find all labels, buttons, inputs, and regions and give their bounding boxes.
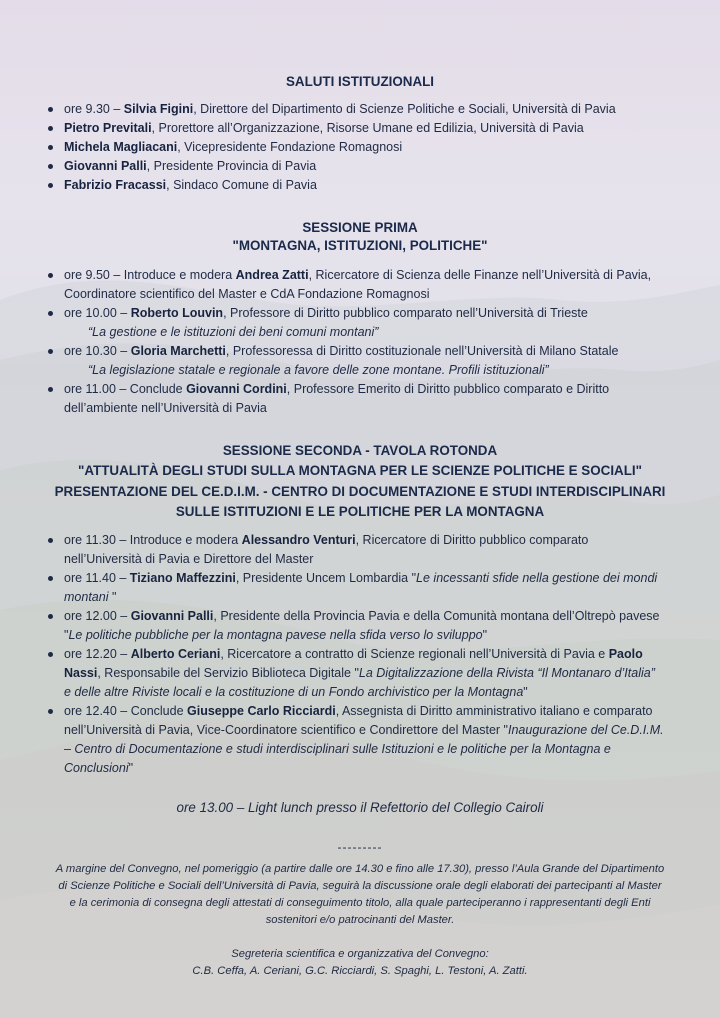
- list-item: ore 12.40 – Conclude Giuseppe Carlo Ricciardi, Assegnista di Diritto amministrativo italiano e comparato nell’Università di Pavia, Vice-Coordinatore scientifico e Condirettore del Master "Inaugurazione del Ce.D.I.M. – Centro di Documentazione e studi interdisciplinari sulle Istituzioni e le politiche per la Montagna e Conclusioni": [40, 702, 665, 778]
- sessione-seconda-heading: SESSIONE SECONDA - TAVOLA ROTONDA: [222, 443, 498, 458]
- list-item: ore 11.40 – Tiziano Maffezzini, Presidente Uncem Lombardia "Le incessanti sfide nella gestione dei mondi montani ": [40, 569, 665, 607]
- list-item: ore 11.30 – Introduce e modera Alessandro Venturi, Ricercatore di Diritto pubblico comparato nell’Università di Pavia e Direttore del Master: [40, 531, 665, 569]
- sessione-seconda-subtitle: "ATTUALITÀ DEGLI STUDI SULLA MONTAGNA PER LE SCIENZE POLITICHE E SOCIALI": [78, 463, 642, 478]
- list-item: Michela Magliacani, Vicepresidente Fondazione Romagnosi: [40, 138, 665, 157]
- list-item: ore 11.00 – Conclude Giovanni Cordini, Professore Emerito di Diritto pubblico comparato e Diritto dell’ambiente nell’Università di Pavia: [40, 380, 665, 418]
- list-item: ore 12.20 – Alberto Ceriani, Ricercatore a contratto di Scienze regionali nell’Università di Pavia e Paolo Nassi, Responsabile del Servizio Biblioteca Digitale "La Digitalizzazione della Rivista “Il Montanaro d’Italia” e delle altre Riviste locali e la costituzione di un Fondo archivistico per la Montagna": [40, 645, 665, 702]
- sessione-prima-heading: SESSIONE PRIMA: [302, 220, 418, 235]
- segreteria-label: Segreteria scientifica e organizzativa del Convegno:: [231, 948, 489, 960]
- list-item: ore 9.50 – Introduce e modera Andrea Zatti, Ricercatore di Scienza delle Finanze nell’Università di Pavia, Coordinatore scientifico del Master e CdA Fondazione Romagnosi: [40, 266, 665, 304]
- segreteria-names: C.B. Ceffa, A. Ceriani, G.C. Ricciardi, S. Spaghi, L. Testoni, A. Zatti.: [192, 965, 528, 977]
- footer-note: A margine del Convegno, nel pomeriggio (a partire dalle ore 14.30 e fino alle 17.30), presso l’Aula Grande del Dipartimento di Scienze Politiche e Sociali dell’Università di Pavia, seguirà la discussione orale degli elaborati dei partecipanti al Master e la cerimonia di consegna degli attestati di conseguimento titolo, alla quale parteciperanno i rappresentanti degli Enti sostenitori e/o patrocinanti del Master.: [55, 863, 665, 926]
- cedim-presentation-heading: PRESENTAZIONE DEL CE.D.I.M. - CENTRO DI DOCUMENTAZIONE E STUDI INTERDISCIPLINARI: [54, 484, 666, 499]
- list-item: ore 10.00 – Roberto Louvin, Professore di Diritto pubblico comparato nell’Università di Trieste “La gestione e le istituzioni dei beni comuni montani”: [40, 304, 665, 342]
- sessione-seconda-list: [40, 531, 665, 778]
- list-item: ore 9.30 – Silvia Figini, Direttore del Dipartimento di Scienze Politiche e Sociali, Università di Pavia: [40, 100, 665, 119]
- saluti-heading: SALUTI ISTITUZIONALI: [285, 74, 435, 89]
- list-item: Pietro Previtali, Prorettore all’Organizzazione, Risorse Umane ed Edilizia, Università di Pavia: [40, 119, 665, 138]
- list-item: Fabrizio Fracassi, Sindaco Comune di Pavia: [40, 176, 665, 195]
- list-item: Giovanni Palli, Presidente Provincia di Pavia: [40, 157, 665, 176]
- saluti-list: [40, 100, 665, 195]
- cedim-presentation-heading-2: SULLE ISTITUZIONI E LE POLITICHE PER LA MONTAGNA: [175, 504, 545, 519]
- lunch-line: ore 13.00 – Light lunch presso il Refettorio del Collegio Cairoli: [176, 800, 544, 815]
- list-item: ore 10.30 – Gloria Marchetti, Professoressa di Diritto costituzionale nell’Università di Milano Statale “La legislazione statale e regionale a favore delle zone montane. Profili istituzionali”: [40, 342, 665, 380]
- talk-title: “La gestione e le istituzioni dei beni comuni montani”: [88, 325, 379, 339]
- talk-title: “La legislazione statale e regionale a favore delle zone montane. Profili istituzionali”: [88, 363, 549, 377]
- sessione-prima-subtitle: "MONTAGNA, ISTITUZIONI, POLITICHE": [232, 238, 488, 253]
- sessione-prima-list: [40, 266, 665, 418]
- list-item: ore 12.00 – Giovanni Palli, Presidente della Provincia Pavia e della Comunità montana dell’Oltrepò pavese "Le politiche pubbliche per la montagna pavese nella sfida verso lo sviluppo": [40, 607, 665, 645]
- separator: ---------: [337, 840, 383, 854]
